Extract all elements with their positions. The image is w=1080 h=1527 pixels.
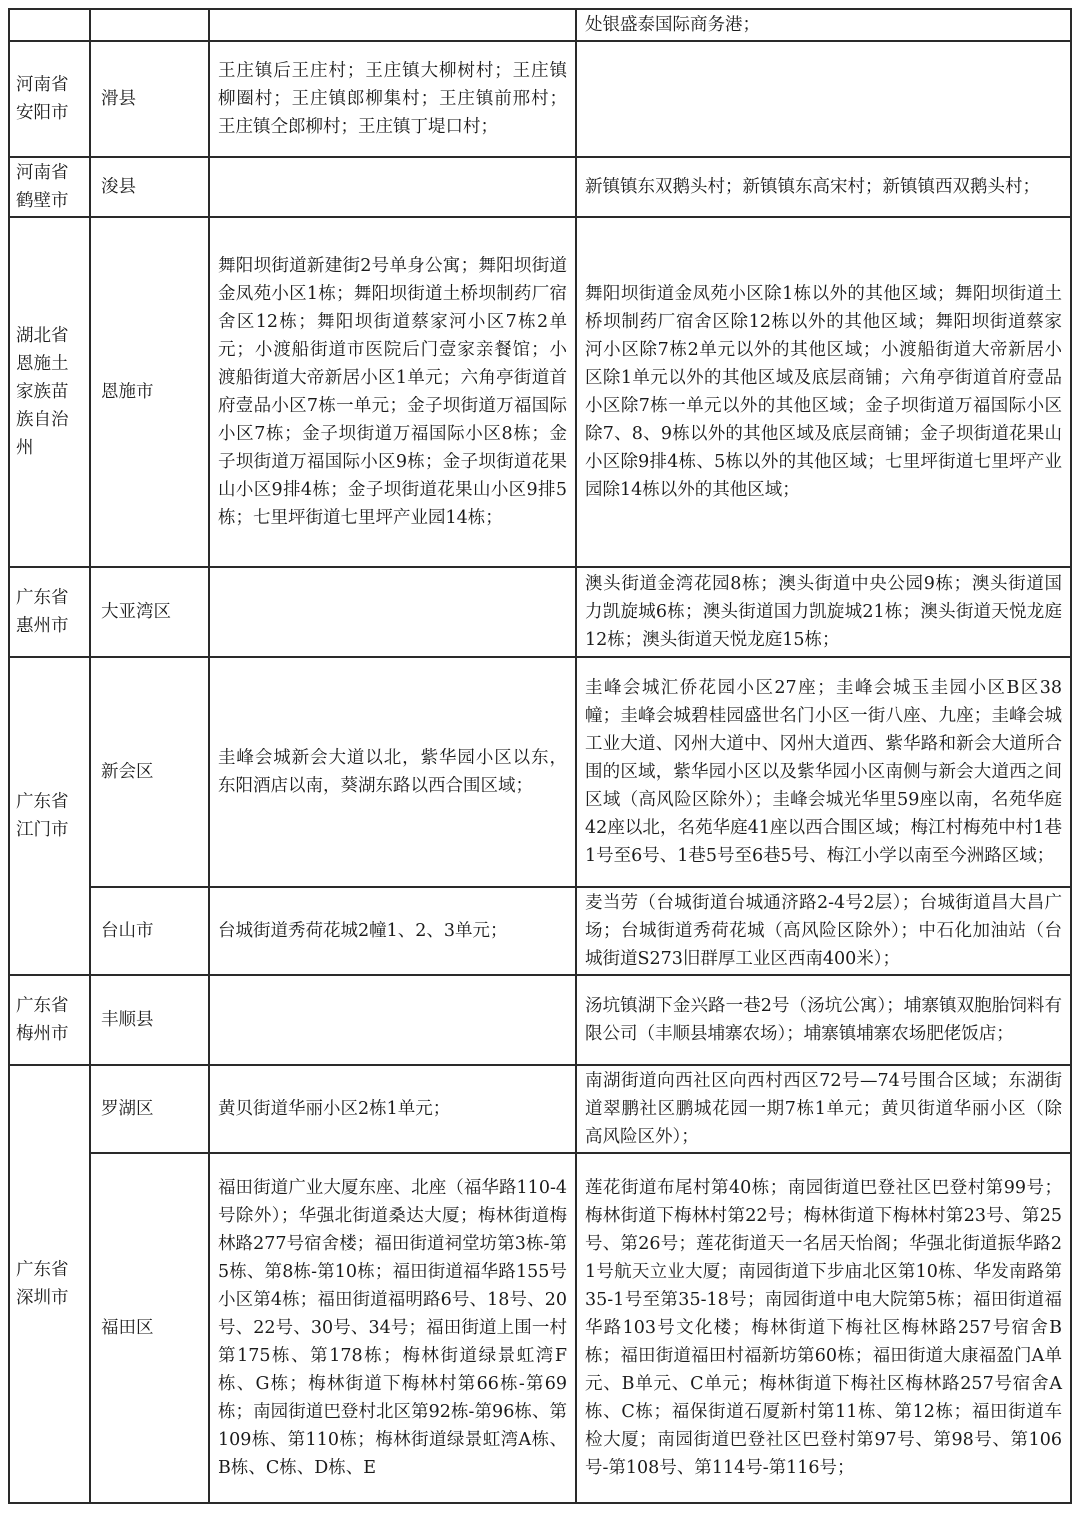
province-cell: 广东省梅州市 <box>9 975 90 1065</box>
medium-risk-cell <box>576 41 1071 157</box>
high-risk-cell: 台城街道秀荷花城2幢1、2、3单元； <box>209 887 576 975</box>
county-cell: 福田区 <box>90 1153 209 1503</box>
high-risk-cell <box>209 157 576 217</box>
high-risk-cell: 福田街道广业大厦东座、北座（福华路110-4号除外）；华强北街道桑达大厦；梅林街道梅林路277号宿舍楼；福田街道祠堂坊第3栋-第5栋、第8栋-第10栋；福田街道福华路155号小区第4栋；福田街道福明路6号、18号、20号、22号、30号、34号；福田街道上围一村第175栋、第178栋；梅林街道绿景虹湾F栋、G栋；梅林街道下梅林村第66栋-第69栋；南园街道巴登村北区第92栋-第96栋、第109栋、第110栋；梅林街道绿景虹湾A栋、B栋、C栋、D栋、E <box>209 1153 576 1503</box>
county-cell: 恩施市 <box>90 217 209 567</box>
table-row <box>9 41 1071 157</box>
province-cell: 广东省江门市 <box>9 657 90 975</box>
county-cell: 丰顺县 <box>90 975 209 1065</box>
medium-risk-cell: 麦当劳（台城街道台城通济路2-4号2层）；台城街道昌大昌广场；台城街道秀荷花城（高风险区除外）；中石化加油站（台城街道S273旧群厚工业区西南400米）； <box>576 887 1071 975</box>
province-cell: 河南省鹤壁市 <box>9 157 90 217</box>
county-cell: 新会区 <box>90 657 209 887</box>
county-cell <box>90 9 209 41</box>
province-cell <box>9 9 90 41</box>
province-cell: 河南省安阳市 <box>9 41 90 157</box>
high-risk-cell: 圭峰会城新会大道以北，紫华园小区以东，东阳酒店以南，葵湖东路以西合围区域； <box>209 657 576 887</box>
risk-area-table <box>8 8 1072 1504</box>
medium-risk-cell: 澳头街道金湾花园8栋；澳头街道中央公园9栋；澳头街道国力凯旋城6栋；澳头街道国力凯旋城21栋；澳头街道天悦龙庭12栋；澳头街道天悦龙庭15栋； <box>576 567 1071 657</box>
medium-risk-cell: 汤坑镇湖下金兴路一巷2号（汤坑公寓）；埔寨镇双胞胎饲料有限公司（丰顺县埔寨农场）；埔寨镇埔寨农场肥佬饭店； <box>576 975 1071 1065</box>
high-risk-cell <box>209 975 576 1065</box>
high-risk-cell <box>209 567 576 657</box>
table-row <box>9 217 1071 567</box>
table-row <box>9 1153 1071 1503</box>
province-cell: 广东省惠州市 <box>9 567 90 657</box>
table-row <box>9 9 1071 41</box>
county-cell: 台山市 <box>90 887 209 975</box>
county-cell: 浚县 <box>90 157 209 217</box>
county-cell: 罗湖区 <box>90 1065 209 1153</box>
medium-risk-cell: 舞阳坝街道金凤苑小区除1栋以外的其他区域；舞阳坝街道土桥坝制药厂宿舍区除12栋以外的其他区域；舞阳坝街道蔡家河小区除7栋2单元以外的其他区域；小渡船街道大帝新居小区除1单元以外的其他区域及底层商铺；六角亭街道首府壹品小区除7栋一单元以外的其他区域；金子坝街道万福国际小区除7、8、9栋以外的其他区域及底层商铺；金子坝街道花果山小区除9排4栋、5栋以外的其他区域；七里坪街道七里坪产业园除14栋以外的其他区域； <box>576 217 1071 567</box>
high-risk-cell: 舞阳坝街道新建街2号单身公寓；舞阳坝街道金凤苑小区1栋；舞阳坝街道土桥坝制药厂宿舍区12栋；舞阳坝街道蔡家河小区7栋2单元；小渡船街道市医院后门壹家亲餐馆；小渡船街道大帝新居小区1单元；六角亭街道首府壹品小区7栋一单元；金子坝街道万福国际小区7栋；金子坝街道万福国际小区8栋；金子坝街道万福国际小区9栋；金子坝街道花果山小区9排4栋；金子坝街道花果山小区9排5栋；七里坪街道七里坪产业园14栋； <box>209 217 576 567</box>
medium-risk-cell: 处银盛泰国际商务港； <box>576 9 1071 41</box>
table-row <box>9 1065 1071 1153</box>
province-cell: 湖北省恩施土家族苗族自治州 <box>9 217 90 567</box>
province-cell: 广东省深圳市 <box>9 1065 90 1503</box>
table-row <box>9 567 1071 657</box>
high-risk-cell: 黄贝街道华丽小区2栋1单元； <box>209 1065 576 1153</box>
high-risk-cell: 王庄镇后王庄村；王庄镇大柳树村；王庄镇柳圈村；王庄镇郎柳集村；王庄镇前邢村；王庄镇仝郎柳村；王庄镇丁堤口村； <box>209 41 576 157</box>
table-row <box>9 887 1071 975</box>
medium-risk-cell: 圭峰会城汇侨花园小区27座；圭峰会城玉圭园小区B区38幢；圭峰会城碧桂园盛世名门小区一街八座、九座；圭峰会城工业大道、冈州大道中、冈州大道西、紫华路和新会大道所合围的区域，紫华园小区以及紫华园小区南侧与新会大道西之间区域（高风险区除外）；圭峰会城光华里59座以南，名苑华庭42座以北，名苑华庭41座以西合围区域；梅江村梅苑中村1巷1号至6号、1巷5号至6巷5号、梅江小学以南至今洲路区域； <box>576 657 1071 887</box>
table-row <box>9 657 1071 887</box>
medium-risk-cell: 南湖街道向西社区向西村西区72号—74号围合区域；东湖街道翠鹏社区鹏城花园一期7栋1单元；黄贝街道华丽小区（除高风险区外）； <box>576 1065 1071 1153</box>
medium-risk-cell: 新镇镇东双鹅头村；新镇镇东高宋村；新镇镇西双鹅头村； <box>576 157 1071 217</box>
county-cell: 滑县 <box>90 41 209 157</box>
table-row <box>9 157 1071 217</box>
high-risk-cell <box>209 9 576 41</box>
table-row <box>9 975 1071 1065</box>
medium-risk-cell: 莲花街道布尾村第40栋；南园街道巴登社区巴登村第99号；梅林街道下梅林村第22号；梅林街道下梅林村第23号、第25号、第26号；莲花街道天一名居天怡阁；华强北街道振华路21号航天立业大厦；南园街道下步庙北区第10栋、华发南路第35-1号至第35-18号；南园街道中电大院第5栋；福田街道福华路103号文化楼；梅林街道下梅社区梅林路257号宿舍B栋；福田街道福田村福新坊第60栋；福田街道大康福盈门A单元、B单元、C单元；梅林街道下梅社区梅林路257号宿舍A栋、C栋；福保街道石厦新村第11栋、第12栋；福田街道车检大厦；南园街道巴登社区巴登村第97号、第98号、第106号-第108号、第114号-第116号； <box>576 1153 1071 1503</box>
county-cell: 大亚湾区 <box>90 567 209 657</box>
